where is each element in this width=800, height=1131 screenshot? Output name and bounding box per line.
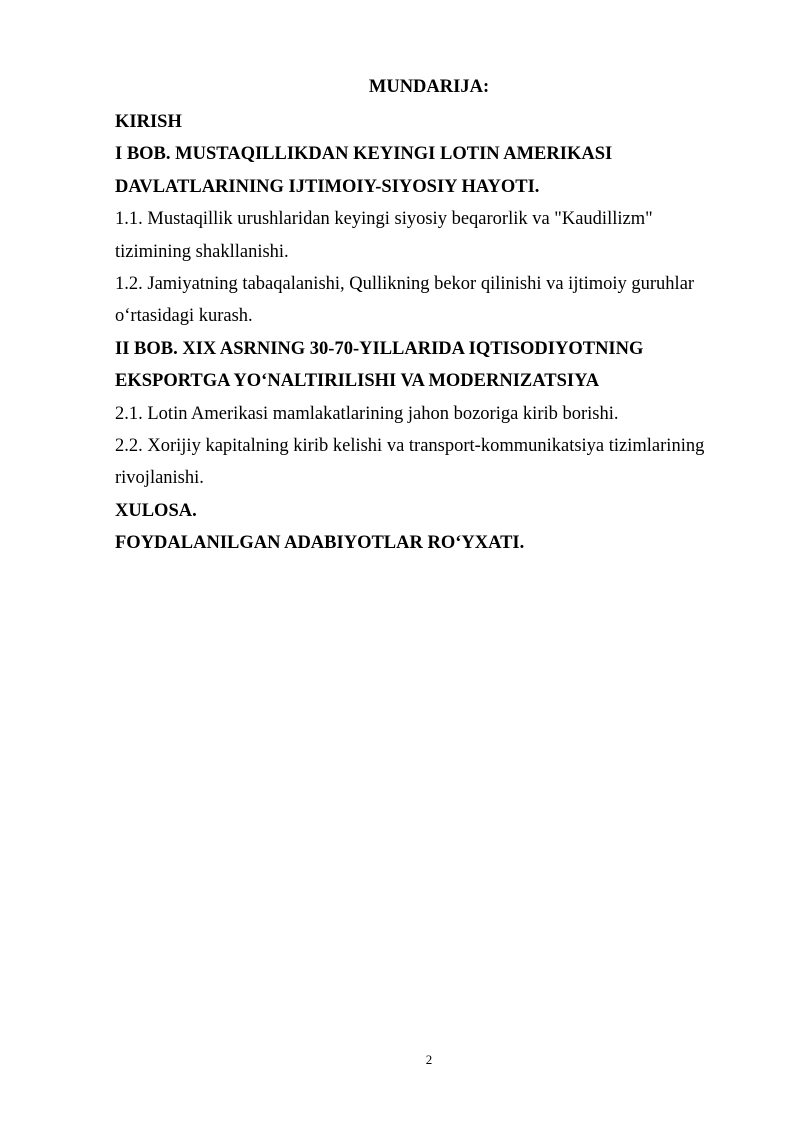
toc-entry-chapter-2: II BOB. XIX ASRNING 30-70-YILLARIDA IQTISODIYOTNING EKSPORTGA YO‘NALTIRILISHI VA MODERNIZATSIYA [115,338,644,392]
toc-entry-conclusion: XULOSA. [115,500,197,521]
toc-entry-chapter-1: I BOB. MUSTAQILLIKDAN KEYINGI LOTIN AMERIKASI DAVLATLARINING IJTIMOIY-SIYOSIY HAYOTI. [115,144,613,197]
toc-entry-section-1-1: 1.1. Mustaqillik urushlaridan keyingi siyosiy beqarorlik va "Kaudillizm" tizimining shakllanishi. [115,209,653,262]
toc-entry-section-2-2: 2.2. Xorijiy kapitalning kirib kelishi va transport-kommunikatsiya tizimlarining rivojlanishi. [115,436,705,489]
page-number: 2 [425,1052,433,1067]
toc-entry-bibliography: FOYDALANILGAN ADABIYOTLAR RO‘YXATI. [115,533,525,554]
toc-entry-section-2-1: 2.1. Lotin Amerikasi mamlakatlarining jahon bozoriga kirib borishi. [115,403,619,424]
toc-title: MUNDARIJA: [368,77,490,97]
table-of-contents [115,106,725,560]
toc-entry-introduction: KIRISH [115,112,182,132]
toc-entry-section-1-2: 1.2. Jamiyatning tabaqalanishi, Qullikning bekor qilinishi va ijtimoiy guruhlar o‘rtasidagi kurash. [115,274,695,327]
